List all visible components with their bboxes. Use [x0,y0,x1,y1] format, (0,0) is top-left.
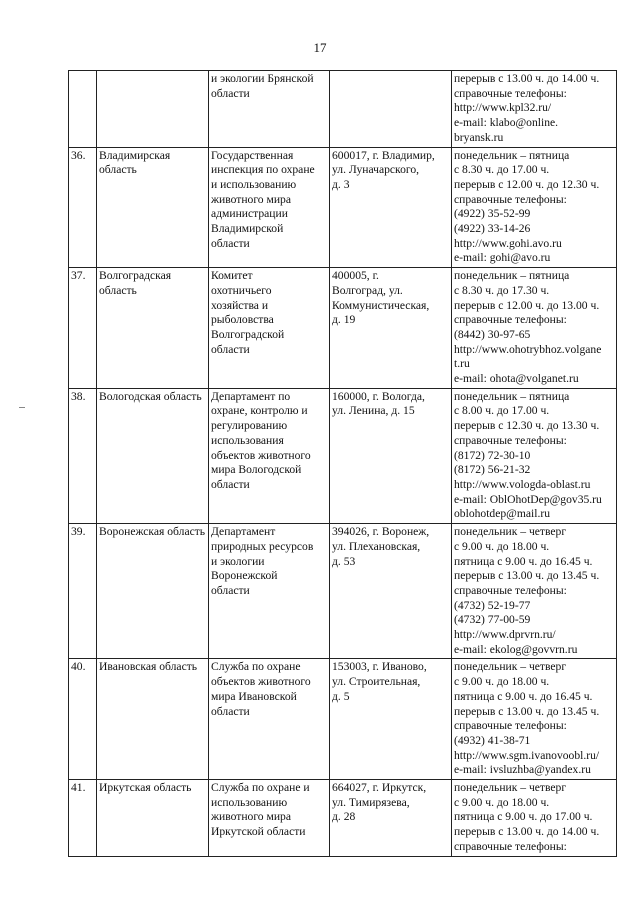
agency-name-line: регулированию [211,419,288,433]
agency-name-line: Воронежской [211,569,278,583]
agency-cell [209,71,330,148]
agency-name-line: и экологии [211,554,265,568]
address-line: 664027, г. Иркутск, [332,781,427,795]
contact-line: перерыв с 13.00 ч. до 14.00 ч. [454,825,600,839]
row-number-cell: 39. [69,524,97,659]
contact-line: пятница с 9.00 ч. до 16.45 ч. [454,689,593,703]
contact-line: перерыв с 12.00 ч. до 12.30 ч. [454,177,600,191]
contact-line: e-mail: OblOhotDep@gov35.ru [454,492,602,506]
contacts-cell [452,71,617,148]
contact-line: e-mail: gohi@avo.ru [454,251,551,265]
address-line: 160000, г. Вологда, [332,389,425,403]
contact-line: e-mail: klabo@online. [454,116,559,130]
agency-cell [209,268,330,389]
contact-line: (8172) 72-30-10 [454,448,531,462]
agency-cell [209,780,330,857]
address-line: ул. Плехановская, [332,539,421,553]
contacts-cell [452,659,617,780]
contact-line: перерыв с 13.00 ч. до 13.45 ч. [454,704,600,718]
agency-cell [209,524,330,659]
address-line: д. 3 [332,177,350,191]
agency-name-line: Департамент [211,525,276,539]
address-cell [330,388,452,523]
contact-line: http://www.vologda-oblast.ru [454,477,591,491]
contact-line: пятница с 9.00 ч. до 17.00 ч. [454,810,593,824]
contact-line: http://www.gohi.avo.ru [454,236,562,250]
contact-line: справочные телефоны: [454,839,567,853]
address-line: 153003, г. Иваново, [332,660,427,674]
row-number-cell: 36. [69,147,97,268]
contact-line: e-mail: ohota@volganet.ru [454,372,579,386]
region-cell [97,147,209,268]
region-name: Воронежская область [99,525,206,539]
contact-line: понедельник – четверг [454,525,567,539]
region-cell [97,388,209,523]
agency-cell [209,147,330,268]
contact-line: http://www.sgm.ivanovoobl.ru/ [454,748,600,762]
contact-line: http://www.dprvrn.ru/ [454,628,556,642]
contact-line: с 8.00 ч. до 17.00 ч. [454,404,550,418]
table-body [69,71,617,857]
address-line: ул. Луначарского, [332,163,420,177]
region-name: Вологодская область [99,389,202,403]
agency-name-line: области [211,583,250,597]
table-row [69,268,617,389]
contact-line: (4922) 35-52-99 [454,207,531,221]
address-line: д. 28 [332,810,356,824]
region-cell [97,268,209,389]
region-name: Владимирская область [99,148,171,177]
address-line: д. 5 [332,689,350,703]
address-line: 394026, г. Воронеж, [332,525,430,539]
agency-contacts-table [68,70,617,857]
address-cell [330,780,452,857]
agency-name-line: Государственная [211,148,294,162]
region-cell [97,659,209,780]
address-line: 400005, г. [332,269,379,283]
agency-name-line: объектов животного [211,675,311,689]
contact-line: понедельник – пятница [454,148,570,162]
contact-line: справочные телефоны: [454,433,567,447]
table-row [69,71,617,148]
contact-line: (4922) 33-14-26 [454,222,531,236]
agency-name-line: Комитет [211,269,253,283]
address-line: ул. Ленина, д. 15 [332,404,415,418]
contact-line: с 9.00 ч. до 18.00 ч. [454,795,550,809]
contact-line: (4732) 77-00-59 [454,613,531,627]
agency-name-line: области [211,704,250,718]
address-line: д. 53 [332,554,356,568]
contact-line: перерыв с 12.30 ч. до 13.30 ч. [454,419,600,433]
page-number: 17 [313,40,327,55]
agency-name-line: природных ресурсов [211,539,314,553]
agency-cell [209,659,330,780]
region-cell [97,780,209,857]
contacts-cell [452,147,617,268]
contact-line: bryansk.ru [454,130,504,144]
address-cell [330,268,452,389]
contact-line: (4932) 41-38-71 [454,733,531,747]
contacts-cell [452,268,617,389]
agency-name-line: Служба по охране [211,660,301,674]
agency-name-line: рыболовства [211,313,274,327]
contact-line: (8172) 56-21-32 [454,463,531,477]
margin-mark [19,407,25,408]
agency-name-line: Служба по охране и [211,781,310,795]
contact-line: перерыв с 13.00 ч. до 14.00 ч. [454,72,600,85]
agency-name-line: охране, контролю и [211,404,308,418]
agency-name-line: инспекция по охране [211,163,315,177]
agency-name-line: использованию [211,795,288,809]
contact-line: пятница с 9.00 ч. до 16.45 ч. [454,554,593,568]
address-cell [330,524,452,659]
contact-line: справочные телефоны: [454,192,567,206]
region-cell [97,71,209,148]
contact-line: справочные телефоны: [454,313,567,327]
agency-name-line: Иркутской области [211,825,306,839]
agency-name-line: мира Ивановской [211,689,297,703]
contact-line: oblohotdep@mail.ru [454,507,551,521]
contact-line: справочные телефоны: [454,583,567,597]
address-cell [330,71,452,148]
contact-line: http://www.ohotrybhoz.volgane [454,342,602,356]
agency-name-line: животного мира [211,192,291,206]
agency-name-line: и использованию [211,177,297,191]
row-number-cell [69,71,97,148]
address-line: д. 19 [332,313,356,327]
agency-cell [209,388,330,523]
table-row [69,147,617,268]
contact-line: e-mail: ekolog@govvrn.ru [454,642,578,656]
contact-line: (4732) 52-19-77 [454,598,531,612]
row-number-cell: 40. [69,659,97,780]
row-number-cell: 37. [69,268,97,389]
contacts-cell [452,780,617,857]
region-name: Иркутская область [99,781,192,795]
address-cell [330,147,452,268]
agency-name-line: администрации [211,207,288,221]
table-row [69,659,617,780]
agency-name-line: использования [211,433,284,447]
address-line: ул. Тимирязева, [332,795,410,809]
agency-name-line: области [211,342,250,356]
agency-name-line: животного мира [211,810,291,824]
contact-line: t.ru [454,357,470,371]
agency-name-line: Волгоградской [211,327,285,341]
contact-line: перерыв с 12.00 ч. до 13.00 ч. [454,298,600,312]
contact-line: с 8.30 ч. до 17.00 ч. [454,163,550,177]
contact-line: e-mail: ivsluzhba@yandex.ru [454,763,591,777]
address-line: 600017, г. Владимир, [332,148,435,162]
agency-name-line: объектов животного [211,448,311,462]
region-name: Ивановская область [99,660,198,674]
agency-name-line: хозяйства и [211,298,269,312]
table-row [69,524,617,659]
region-name: Волгоградская область [99,269,172,297]
address-line: Волгоград, ул. [332,283,403,297]
contact-line: понедельник – четверг [454,781,567,795]
address-line: Коммунистическая, [332,298,430,312]
region-cell [97,524,209,659]
agency-name-line: мира Вологодской [211,463,302,477]
contact-line: понедельник – пятница [454,269,570,283]
agency-name-line: области [211,86,250,100]
contact-line: (8442) 30-97-65 [454,327,531,341]
address-line: ул. Строительная, [332,675,421,689]
agency-name-line: и экологии Брянской [211,72,314,85]
row-number-cell: 38. [69,388,97,523]
agency-name-line: области [211,477,250,491]
agency-name-line: охотничьего [211,283,272,297]
table-row [69,780,617,857]
contact-line: с 9.00 ч. до 18.00 ч. [454,675,550,689]
contact-line: справочные телефоны: [454,719,567,733]
contact-line: справочные телефоны: [454,86,567,100]
contact-line: с 9.00 ч. до 18.00 ч. [454,539,550,553]
agency-name-line: Владимирской [211,222,284,236]
address-cell [330,659,452,780]
agency-name-line: Департамент по [211,389,291,403]
contact-line: понедельник – четверг [454,660,567,674]
table-row [69,388,617,523]
agency-name-line: области [211,236,250,250]
contact-line: понедельник – пятница [454,389,570,403]
contacts-cell [452,524,617,659]
contacts-cell [452,388,617,523]
row-number-cell: 41. [69,780,97,857]
contact-line: http://www.kpl32.ru/ [454,101,552,115]
contact-line: с 8.30 ч. до 17.30 ч. [454,283,550,297]
contact-line: перерыв с 13.00 ч. до 13.45 ч. [454,569,600,583]
